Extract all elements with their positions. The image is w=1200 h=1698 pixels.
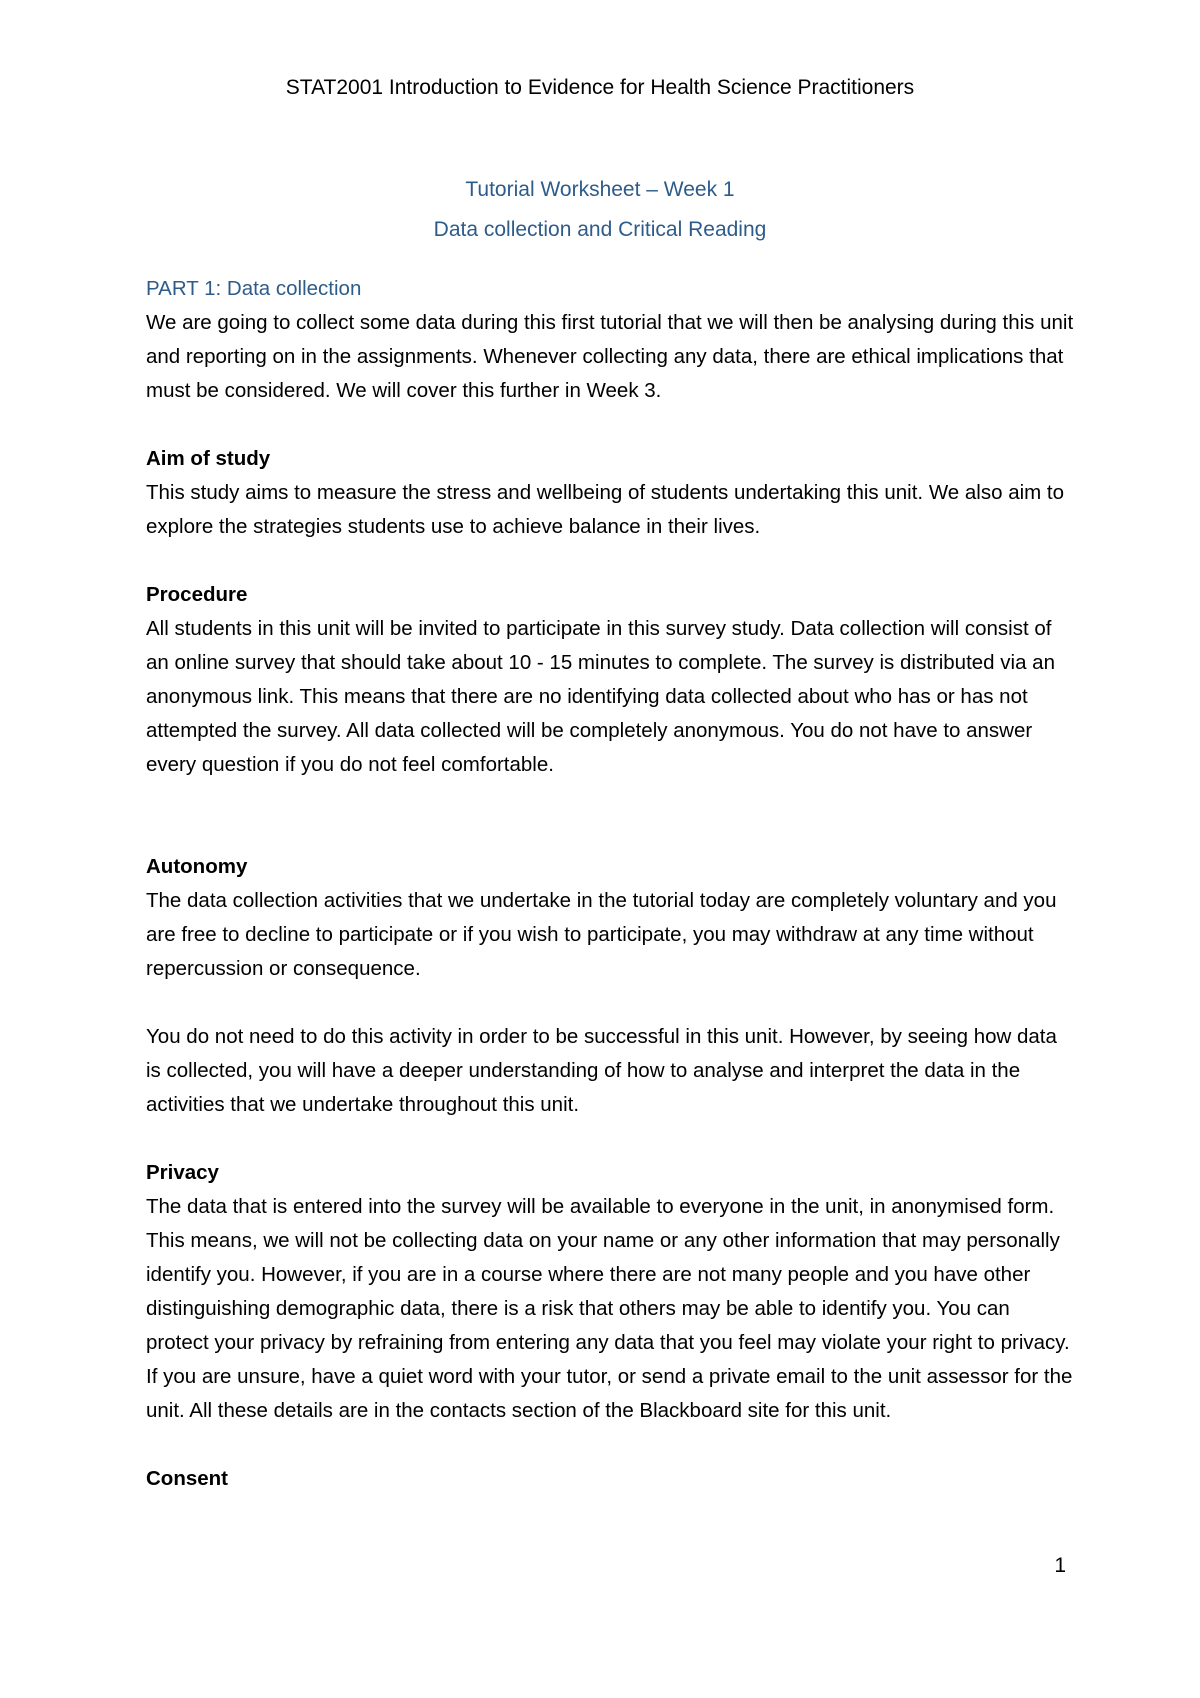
part1-heading: PART 1: Data collection — [146, 277, 362, 300]
aim-paragraph: This study aims to measure the stress and wellbeing of students undertaking this unit. We also aim to explore the strategies students use to achieve balance in their lives. — [146, 481, 1065, 538]
page-number: 1 — [1054, 1554, 1066, 1577]
autonomy-heading: Autonomy — [146, 855, 248, 878]
procedure-heading: Procedure — [146, 583, 248, 606]
privacy-heading: Privacy — [146, 1161, 219, 1184]
consent-heading: Consent — [146, 1467, 228, 1490]
autonomy-paragraph-2: You do not need to do this activity in order to be successful in this unit. However, by seeing how data is collected, you will have a deeper understanding of how to analyse and interpret the data in the activities that we undertake throughout this unit. — [146, 1025, 1057, 1116]
worksheet-title: Tutorial Worksheet – Week 1 — [465, 178, 735, 201]
part1-intro-paragraph: We are going to collect some data during this first tutorial that we will then be analysing during this unit and reporting on in the assignments. Whenever collecting any data, there are ethical implications that must be considered. We will cover this further in Week 3. — [146, 311, 1074, 402]
aim-heading: Aim of study — [146, 447, 271, 470]
autonomy-paragraph-1: The data collection activities that we undertake in the tutorial today are completely voluntary and you are free to decline to participate or if you wish to participate, you may withdraw at any time without repercussion or consequence. — [146, 889, 1057, 980]
procedure-paragraph: All students in this unit will be invited to participate in this survey study. Data collection will consist of an online survey that should take about 10 - 15 minutes to complete. The survey is distributed via an anonymous link. This means that there are no identifying data collected about who has or has not attempted the survey. All data collected will be completely anonymous. You do not have to answer every question if you do not feel comfortable. — [146, 617, 1055, 776]
privacy-paragraph: The data that is entered into the survey will be available to everyone in the unit, in anonymised form. This means, we will not be collecting data on your name or any other information that may personally identify you. However, if you are in a course where there are not many people and you have other distinguishing demographic data, there is a risk that others may be able to identify you. You can protect your privacy by refraining from entering any data that you feel may violate your right to privacy. If you are unsure, have a quiet word with your tutor, or send a private email to the unit assessor for the unit. All these details are in the contacts section of the Blackboard site for this unit. — [146, 1195, 1073, 1422]
worksheet-titles — [0, 170, 1200, 250]
worksheet-subtitle: Data collection and Critical Reading — [433, 218, 767, 241]
course-title-header: STAT2001 Introduction to Evidence for Health Science Practitioners — [285, 76, 915, 99]
document-body — [146, 272, 1076, 1496]
